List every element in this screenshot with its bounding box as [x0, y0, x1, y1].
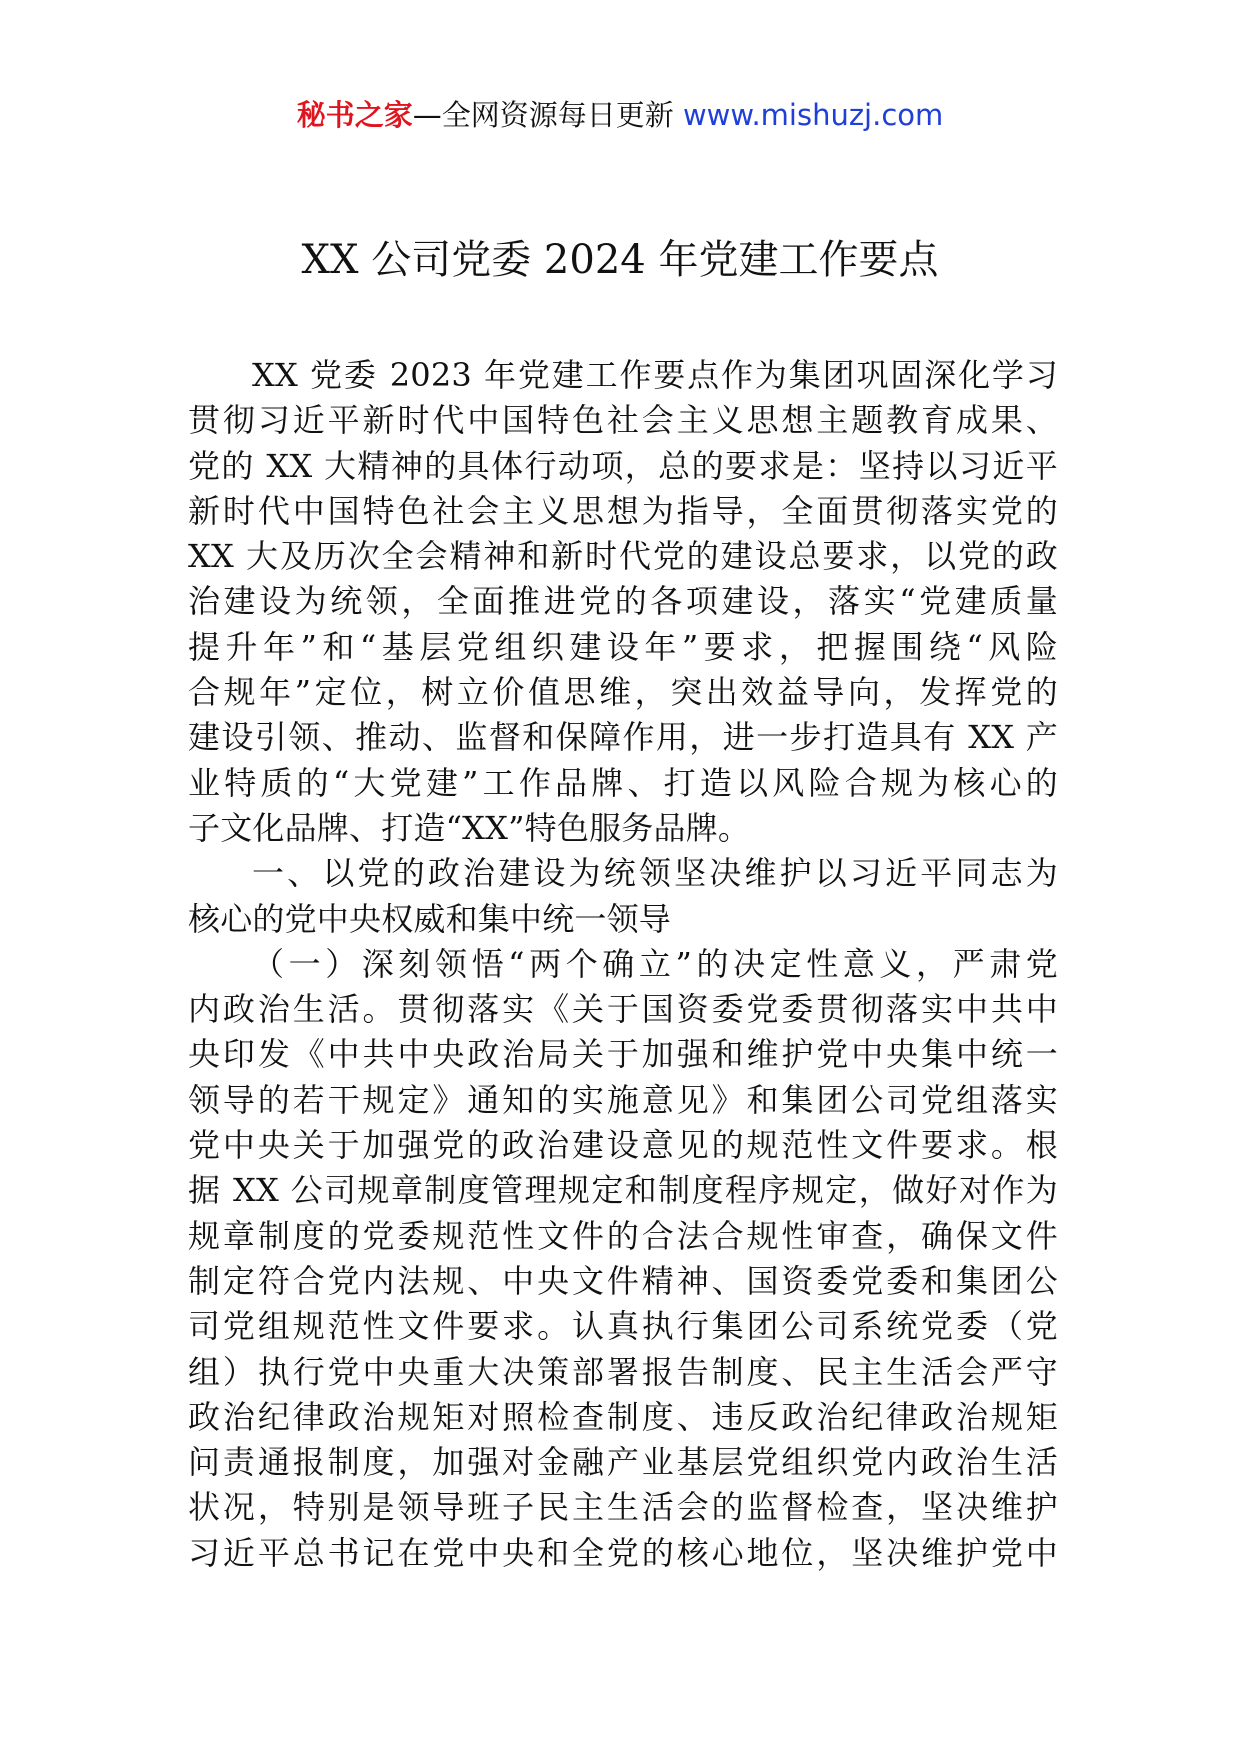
site-header — [0, 95, 1240, 135]
text-line: 党的 XX 大精神的具体行动项，总的要求是：坚持以习近平 — [188, 446, 1058, 485]
text-line: 合规年”定位，树立价值思维，突出效益导向，发挥党的 — [188, 673, 1058, 712]
text-line: 制定符合党内法规、中央文件精神、国资委党委和集团公 — [188, 1261, 1058, 1300]
text-line: XX 党委 2023 年党建工作要点作为集团巩固深化学习 — [252, 356, 1058, 394]
site-brand: 秘书之家 — [296, 98, 413, 132]
text-line: 规章制度的党委规范性文件的合法合规性审查，确保文件 — [188, 1216, 1058, 1255]
site-url[interactable]: www.mishuzj.com — [682, 98, 944, 132]
text-line: 治建设为统领，全面推进党的各项建设，落实“党建质量 — [188, 582, 1058, 621]
text-line: （一）深刻领悟“两个确立”的决定性意义，严肃党 — [252, 944, 1058, 983]
heading-line: 一、以党的政治建设为统领坚决维护以习近平同志为 — [252, 854, 1058, 893]
text-line: 状况，特别是领导班子民主生活会的监督检查，坚决维护 — [188, 1488, 1058, 1527]
section-heading-1 — [188, 851, 1058, 942]
text-line: 领导的若干规定》通知的实施意见》和集团公司党组落实 — [188, 1080, 1058, 1119]
text-line: 政治纪律政治规矩对照检查制度、违反政治纪律政治规矩 — [188, 1397, 1058, 1436]
text-line: 建设引领、推动、监督和保障作用，进一步打造具有 XX 产 — [188, 718, 1058, 757]
text-line: 贯彻习近平新时代中国特色社会主义思想主题教育成果、 — [188, 401, 1058, 440]
text-line: 央印发《中共中央政治局关于加强和维护党中央集中统一 — [188, 1035, 1058, 1074]
text-line: 据 XX 公司规章制度管理规定和制度程序规定，做好对作为 — [188, 1171, 1058, 1210]
text-line: 问责通报制度，加强对金融产业基层党组织党内政治生活 — [188, 1443, 1058, 1482]
text-line: 提升年”和“基层党组织建设年”要求，把握围绕“风险 — [188, 627, 1058, 666]
site-tagline: —全网资源每日更新 — [412, 98, 683, 132]
text-line: 子文化品牌、打造“XX”特色服务品牌。 — [188, 808, 751, 847]
text-line: 党中央关于加强党的政治建设意见的规范性文件要求。根 — [188, 1126, 1058, 1165]
text-line: 新时代中国特色社会主义思想为指导，全面贯彻落实党的 — [188, 491, 1058, 530]
document-title: XX 公司党委 2024 年党建工作要点 — [301, 237, 939, 283]
paragraph-subsection-1 — [188, 942, 1058, 1576]
document-body — [188, 353, 1058, 1576]
text-line: 业特质的“大党建”工作品牌、打造以风险合规为核心的 — [188, 763, 1058, 802]
text-line: 习近平总书记在党中央和全党的核心地位，坚决维护党中 — [188, 1533, 1058, 1572]
paragraph-intro — [188, 353, 1058, 851]
text-line: 司党组规范性文件要求。认真执行集团公司系统党委（党 — [188, 1307, 1058, 1346]
text-line: XX 大及历次全会精神和新时代党的建设总要求，以党的政 — [188, 537, 1058, 576]
text-line: 组）执行党中央重大决策部署报告制度、民主生活会严守 — [188, 1352, 1058, 1391]
text-line: 内政治生活。贯彻落实《关于国资委党委贯彻落实中共中 — [188, 990, 1058, 1029]
heading-line: 核心的党中央权威和集中统一领导 — [188, 899, 672, 938]
